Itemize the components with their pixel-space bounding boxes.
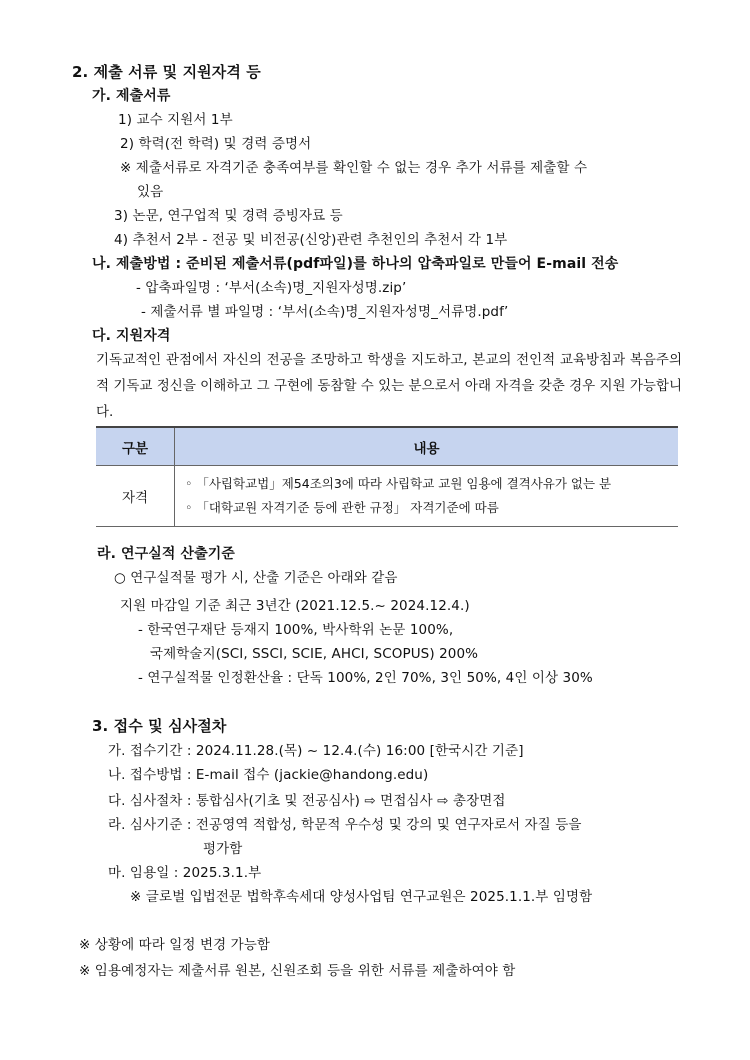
list-note: ※ 글로벌 입법전문 법학후속세대 양성사업팀 연구교원은 2025.1.1.부 임명함	[130, 889, 593, 905]
list-item: ○ 연구실적물 평가 시, 산출 기준은 아래와 같음	[114, 570, 398, 586]
list-note: ※ 제출서류로 자격기준 충족여부를 확인할 수 없는 경우 추가 서류를 제출할 수	[120, 160, 588, 176]
table-row-label: 자격	[96, 466, 175, 527]
qualification-paragraph: 기독교적인 관점에서 자신의 전공을 조망하고 학생을 지도하고, 본교의 전인적 교육방침과 복음주의적 기독교 정신을 이해하고 그 구현에 동참할 수 있는 분으로서 아래 자격을 갖춘 경우 지원 가능합니다.	[96, 352, 683, 420]
table-cell-line: ◦ 「대학교원 자격기준 등에 관한 규정」 자격기준에 따름	[185, 500, 499, 515]
footnote: ※ 임용예정자는 제출서류 원본, 신원조회 등을 위한 서류를 제출하여야 함	[79, 963, 516, 979]
section-3-title: 3. 접수 및 심사절차	[92, 717, 227, 735]
footnote: ※ 상황에 따라 일정 변경 가능함	[79, 937, 271, 953]
list-item: 마. 임용일 : 2025.3.1.부	[108, 865, 262, 881]
list-item: 1) 교수 지원서 1부	[118, 112, 233, 128]
list-item-continuation: 평가함	[203, 841, 243, 857]
list-item: 다. 심사절차 : 통합심사(기초 및 전공심사) ⇨ 면접심사 ⇨ 총장면접	[108, 793, 506, 809]
subsection-da-title: 다. 지원자격	[92, 328, 171, 344]
subsection-ga-title: 가. 제출서류	[92, 88, 171, 104]
list-item: 라. 심사기준 : 전공영역 적합성, 학문적 우수성 및 강의 및 연구자로서 자질 등을	[108, 817, 582, 833]
list-item: - 한국연구재단 등재지 100%, 박사학위 논문 100%,	[138, 622, 454, 638]
list-item: - 압축파일명 : ‘부서(소속)명_지원자성명.zip’	[136, 280, 407, 296]
list-item: - 연구실적물 인정환산율 : 단독 100%, 2인 70%, 3인 50%, 4인 이상 30%	[138, 670, 593, 686]
list-item: 3) 논문, 연구업적 및 경력 증빙자료 등	[114, 208, 343, 224]
list-item: 나. 접수방법 : E-mail 접수 (jackie@handong.edu)	[108, 767, 429, 783]
list-item: 2) 학력(전 학력) 및 경력 증명서	[120, 136, 312, 152]
table-header-content: 내용	[175, 427, 679, 466]
section-2-title: 2. 제출 서류 및 지원자격 등	[72, 63, 261, 81]
list-item: 4) 추천서 2부 - 전공 및 비전공(신앙)관련 추천인의 추천서 각 1부	[114, 232, 508, 248]
list-item: 가. 접수기간 : 2024.11.28.(목) ~ 12.4.(수) 16:00 [한국시간 기준]	[108, 743, 524, 759]
table-row-content	[175, 466, 679, 527]
list-note-continuation: 있음	[137, 184, 164, 200]
list-item: 지원 마감일 기준 최근 3년간 (2021.12.5.~ 2024.12.4.)	[120, 598, 470, 614]
qualification-table	[96, 426, 678, 527]
table-header-category: 구분	[96, 427, 175, 466]
list-item-continuation: 국제학술지(SCI, SSCI, SCIE, AHCI, SCOPUS) 200%	[150, 646, 479, 662]
table-header-row	[96, 427, 678, 466]
table-row	[96, 466, 678, 527]
subsection-ra-title: 라. 연구실적 산출기준	[97, 546, 235, 562]
list-item: - 제출서류 별 파일명 : ‘부서(소속)명_지원자성명_서류명.pdf’	[141, 304, 509, 320]
table-cell-line: ◦ 「사립학교법」제54조의3에 따라 사립학교 교원 임용에 결격사유가 없는 분	[185, 476, 612, 491]
subsection-na-title: 나. 제출방법 : 준비된 제출서류(pdf파일)를 하나의 압축파일로 만들어 E-mail 전송	[92, 256, 619, 272]
